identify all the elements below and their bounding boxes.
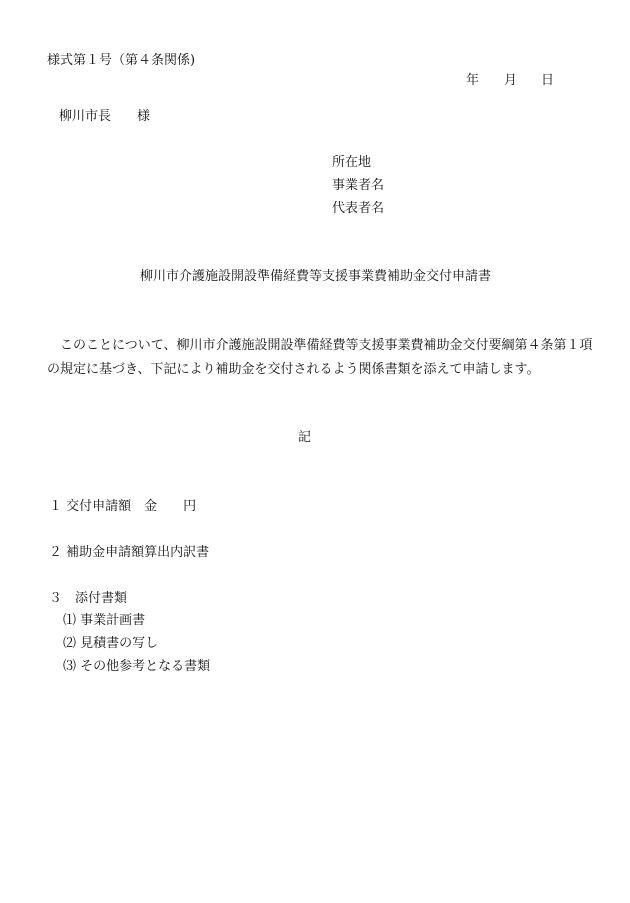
attachment-item: ⑶ その他参考となる書類 [63, 659, 211, 674]
attachment-item: ⑵ 見積書の写し [63, 636, 159, 651]
date-line [466, 73, 554, 89]
date-month-label: 月 [504, 73, 518, 88]
applicant-representative-label: 代表者名 [332, 201, 385, 216]
applicant-business-name-label: 事業者名 [332, 178, 385, 193]
applicant-location-label: 所在地 [332, 155, 372, 170]
document-title: 柳川市介護施設開設準備経費等支援事業費補助金交付申請書 [140, 269, 492, 284]
form-number: 様式第１号（第４条関係) [47, 53, 196, 68]
item-application-amount: １ 交付申請額 金 円 [49, 499, 197, 514]
item-attachments-heading: ３ 添付書類 [49, 591, 128, 606]
body-text-line-1: このことについて、柳川市介護施設開設準備経費等支援事業費補助金交付要綱第４条第１項 [47, 338, 593, 353]
body-text-line-2: の規定に基づき、下記により補助金を交付されるよう関係書類を添えて申請します。 [47, 362, 540, 377]
item-calculation-breakdown: ２ 補助金申請額算出内訳書 [49, 545, 210, 560]
date-day-label: 日 [541, 73, 555, 88]
date-year-label: 年 [466, 73, 480, 88]
ki-heading: 記 [298, 430, 312, 445]
addressee: 柳川市長 様 [59, 109, 151, 124]
attachment-item: ⑴ 事業計画書 [63, 613, 146, 628]
